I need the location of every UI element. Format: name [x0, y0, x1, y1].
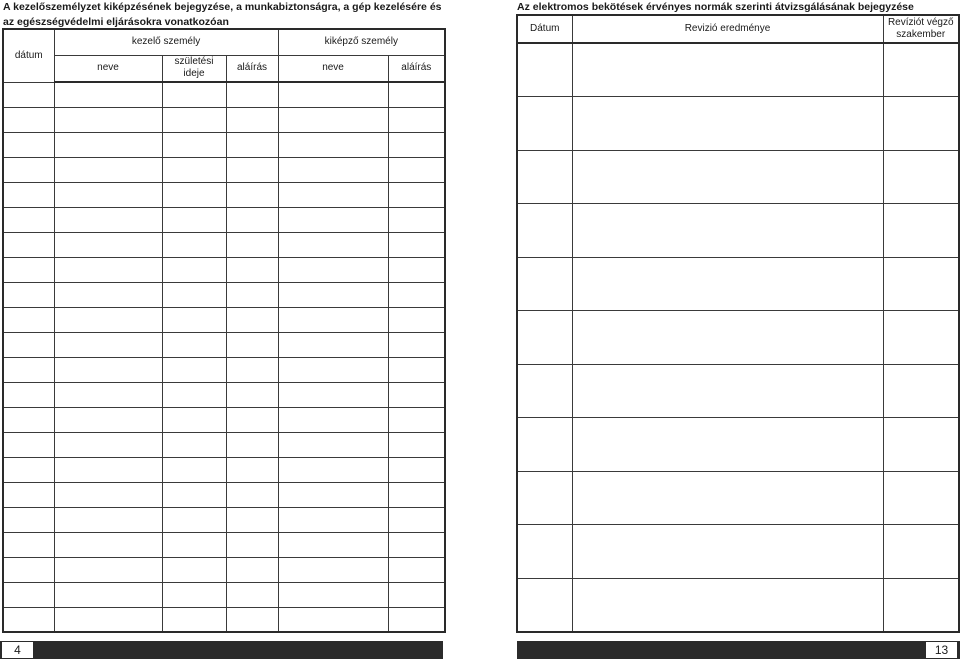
empty-entry-cell[interactable]	[278, 507, 388, 532]
training-log-row	[3, 232, 445, 257]
empty-entry-cell[interactable]	[226, 507, 278, 532]
empty-entry-cell[interactable]	[226, 82, 278, 107]
empty-entry-cell[interactable]	[226, 432, 278, 457]
empty-entry-cell[interactable]	[54, 107, 162, 132]
empty-entry-cell[interactable]	[278, 232, 388, 257]
empty-entry-cell[interactable]	[3, 107, 54, 132]
empty-entry-cell[interactable]	[162, 232, 226, 257]
empty-entry-cell[interactable]	[54, 82, 162, 107]
inspection-log-row	[517, 418, 959, 472]
empty-entry-cell[interactable]	[162, 382, 226, 407]
empty-entry-cell[interactable]	[517, 364, 572, 418]
empty-entry-cell[interactable]	[388, 332, 445, 357]
training-log-row	[3, 332, 445, 357]
empty-entry-cell[interactable]	[883, 43, 959, 97]
empty-entry-cell[interactable]	[278, 582, 388, 607]
empty-entry-cell[interactable]	[517, 43, 572, 97]
empty-entry-cell[interactable]	[278, 82, 388, 107]
empty-entry-cell[interactable]	[54, 157, 162, 182]
inspection-log-row	[517, 150, 959, 204]
training-log-row	[3, 157, 445, 182]
empty-entry-cell[interactable]	[162, 82, 226, 107]
trainer-name-header: neve	[278, 55, 388, 82]
empty-entry-cell[interactable]	[517, 311, 572, 365]
training-log-row	[3, 557, 445, 582]
empty-entry-cell[interactable]	[3, 232, 54, 257]
training-log-row	[3, 582, 445, 607]
operator-birth-header: születési ideje	[162, 55, 226, 82]
inspection-log-row	[517, 525, 959, 579]
empty-entry-cell[interactable]	[388, 557, 445, 582]
empty-entry-cell[interactable]	[883, 257, 959, 311]
empty-entry-cell[interactable]	[388, 207, 445, 232]
empty-entry-cell[interactable]	[278, 357, 388, 382]
empty-entry-cell[interactable]	[883, 97, 959, 151]
empty-entry-cell[interactable]	[572, 525, 883, 579]
empty-entry-cell[interactable]	[54, 332, 162, 357]
date-column-header: dátum	[3, 29, 54, 82]
empty-entry-cell[interactable]	[572, 150, 883, 204]
empty-entry-cell[interactable]	[278, 282, 388, 307]
empty-entry-cell[interactable]	[226, 332, 278, 357]
inspection-log-row	[517, 97, 959, 151]
empty-entry-cell[interactable]	[883, 525, 959, 579]
training-log-rows	[3, 82, 445, 632]
training-log-row	[3, 207, 445, 232]
empty-entry-cell[interactable]	[3, 282, 54, 307]
right-page-footer-bar	[517, 641, 960, 659]
empty-entry-cell[interactable]	[3, 207, 54, 232]
empty-entry-cell[interactable]	[162, 432, 226, 457]
empty-entry-cell[interactable]	[388, 132, 445, 157]
empty-entry-cell[interactable]	[226, 257, 278, 282]
right-page-title: Az elektromos bekötések érvényes normák szerinti átvizsgálásának bejegyzése	[517, 1, 914, 13]
empty-entry-cell[interactable]	[162, 607, 226, 632]
empty-entry-cell[interactable]	[3, 607, 54, 632]
empty-entry-cell[interactable]	[572, 97, 883, 151]
empty-entry-cell[interactable]	[54, 382, 162, 407]
empty-entry-cell[interactable]	[226, 482, 278, 507]
trainer-group-header: kiképző személy	[278, 29, 445, 55]
empty-entry-cell[interactable]	[162, 207, 226, 232]
empty-entry-cell[interactable]	[278, 307, 388, 332]
empty-entry-cell[interactable]	[54, 432, 162, 457]
empty-entry-cell[interactable]	[226, 282, 278, 307]
empty-entry-cell[interactable]	[388, 407, 445, 432]
empty-entry-cell[interactable]	[226, 182, 278, 207]
empty-entry-cell[interactable]	[883, 418, 959, 472]
empty-entry-cell[interactable]	[162, 582, 226, 607]
empty-entry-cell[interactable]	[388, 607, 445, 632]
empty-entry-cell[interactable]	[517, 525, 572, 579]
empty-entry-cell[interactable]	[226, 407, 278, 432]
training-log-row	[3, 107, 445, 132]
empty-entry-cell[interactable]	[54, 132, 162, 157]
empty-entry-cell[interactable]	[278, 432, 388, 457]
empty-entry-cell[interactable]	[388, 457, 445, 482]
empty-entry-cell[interactable]	[3, 532, 54, 557]
empty-entry-cell[interactable]	[3, 407, 54, 432]
empty-entry-cell[interactable]	[278, 332, 388, 357]
left-page-footer-bar	[0, 641, 443, 659]
inspection-log-row	[517, 364, 959, 418]
empty-entry-cell[interactable]	[226, 457, 278, 482]
empty-entry-cell[interactable]	[388, 482, 445, 507]
right-page-number: 13	[925, 641, 958, 659]
empty-entry-cell[interactable]	[388, 232, 445, 257]
empty-entry-cell[interactable]	[54, 182, 162, 207]
empty-entry-cell[interactable]	[54, 257, 162, 282]
empty-entry-cell[interactable]	[883, 204, 959, 258]
empty-entry-cell[interactable]	[226, 307, 278, 332]
empty-entry-cell[interactable]	[162, 157, 226, 182]
inspection-date-header: Dátum	[517, 15, 572, 43]
empty-entry-cell[interactable]	[388, 432, 445, 457]
empty-entry-cell[interactable]	[388, 582, 445, 607]
empty-entry-cell[interactable]	[278, 157, 388, 182]
empty-entry-cell[interactable]	[572, 364, 883, 418]
empty-entry-cell[interactable]	[572, 43, 883, 97]
inspection-result-header: Revizió eredménye	[572, 15, 883, 43]
empty-entry-cell[interactable]	[226, 132, 278, 157]
training-log-row	[3, 182, 445, 207]
empty-entry-cell[interactable]	[572, 311, 883, 365]
empty-entry-cell[interactable]	[517, 578, 572, 632]
empty-entry-cell[interactable]	[162, 357, 226, 382]
empty-entry-cell[interactable]	[572, 204, 883, 258]
empty-entry-cell[interactable]	[388, 357, 445, 382]
left-page-title: A kezelőszemélyzet kiképzésének bejegyzése, a munkabiztonságra, a gép kezelésére és az egészségvédelmi eljárásokra vonatkozóan	[3, 1, 442, 28]
empty-entry-cell[interactable]	[278, 132, 388, 157]
empty-entry-cell[interactable]	[226, 357, 278, 382]
empty-entry-cell[interactable]	[3, 307, 54, 332]
training-log-row	[3, 407, 445, 432]
empty-entry-cell[interactable]	[3, 257, 54, 282]
empty-entry-cell[interactable]	[54, 582, 162, 607]
empty-entry-cell[interactable]	[883, 578, 959, 632]
empty-entry-cell[interactable]	[162, 257, 226, 282]
training-log-row	[3, 432, 445, 457]
empty-entry-cell[interactable]	[388, 182, 445, 207]
training-log-row	[3, 357, 445, 382]
empty-entry-cell[interactable]	[162, 407, 226, 432]
empty-entry-cell[interactable]	[278, 557, 388, 582]
empty-entry-cell[interactable]	[388, 307, 445, 332]
empty-entry-cell[interactable]	[3, 332, 54, 357]
empty-entry-cell[interactable]	[162, 532, 226, 557]
inspection-log-row	[517, 578, 959, 632]
inspection-log-table	[516, 14, 960, 633]
empty-entry-cell[interactable]	[388, 282, 445, 307]
empty-entry-cell[interactable]	[572, 471, 883, 525]
training-log-row	[3, 257, 445, 282]
empty-entry-cell[interactable]	[388, 107, 445, 132]
trainer-signature-header: aláírás	[388, 55, 445, 82]
training-log-table	[2, 28, 446, 633]
empty-entry-cell[interactable]	[54, 232, 162, 257]
left-page-number: 4	[1, 641, 34, 659]
training-log-row	[3, 532, 445, 557]
inspection-log-row	[517, 43, 959, 97]
empty-entry-cell[interactable]	[226, 607, 278, 632]
empty-entry-cell[interactable]	[226, 107, 278, 132]
empty-entry-cell[interactable]	[54, 307, 162, 332]
empty-entry-cell[interactable]	[54, 532, 162, 557]
empty-entry-cell[interactable]	[3, 132, 54, 157]
empty-entry-cell[interactable]	[883, 150, 959, 204]
empty-entry-cell[interactable]	[572, 418, 883, 472]
empty-entry-cell[interactable]	[3, 557, 54, 582]
training-log-row	[3, 82, 445, 107]
inspection-log-row	[517, 311, 959, 365]
training-log-row	[3, 457, 445, 482]
empty-entry-cell[interactable]	[278, 382, 388, 407]
inspection-log-row	[517, 257, 959, 311]
empty-entry-cell[interactable]	[517, 97, 572, 151]
empty-entry-cell[interactable]	[162, 282, 226, 307]
empty-entry-cell[interactable]	[278, 407, 388, 432]
empty-entry-cell[interactable]	[278, 107, 388, 132]
empty-entry-cell[interactable]	[278, 607, 388, 632]
operator-group-header: kezelő személy	[54, 29, 278, 55]
empty-entry-cell[interactable]	[572, 257, 883, 311]
empty-entry-cell[interactable]	[3, 382, 54, 407]
empty-entry-cell[interactable]	[3, 432, 54, 457]
inspection-log-row	[517, 471, 959, 525]
empty-entry-cell[interactable]	[162, 107, 226, 132]
empty-entry-cell[interactable]	[162, 507, 226, 532]
empty-entry-cell[interactable]	[517, 257, 572, 311]
training-log-row	[3, 507, 445, 532]
empty-entry-cell[interactable]	[54, 357, 162, 382]
empty-entry-cell[interactable]	[883, 311, 959, 365]
empty-entry-cell[interactable]	[54, 557, 162, 582]
empty-entry-cell[interactable]	[388, 507, 445, 532]
empty-entry-cell[interactable]	[572, 578, 883, 632]
empty-entry-cell[interactable]	[226, 382, 278, 407]
training-log-row	[3, 607, 445, 632]
empty-entry-cell[interactable]	[278, 457, 388, 482]
empty-entry-cell[interactable]	[54, 457, 162, 482]
empty-entry-cell[interactable]	[388, 157, 445, 182]
empty-entry-cell[interactable]	[3, 182, 54, 207]
empty-entry-cell[interactable]	[162, 307, 226, 332]
empty-entry-cell[interactable]	[162, 182, 226, 207]
empty-entry-cell[interactable]	[162, 332, 226, 357]
empty-entry-cell[interactable]	[278, 257, 388, 282]
empty-entry-cell[interactable]	[54, 482, 162, 507]
training-log-row	[3, 482, 445, 507]
empty-entry-cell[interactable]	[226, 232, 278, 257]
empty-entry-cell[interactable]	[54, 407, 162, 432]
empty-entry-cell[interactable]	[3, 582, 54, 607]
training-log-row	[3, 382, 445, 407]
empty-entry-cell[interactable]	[883, 364, 959, 418]
empty-entry-cell[interactable]	[3, 507, 54, 532]
empty-entry-cell[interactable]	[517, 471, 572, 525]
empty-entry-cell[interactable]	[226, 582, 278, 607]
inspector-header: Revíziót végző szakember	[883, 15, 959, 43]
empty-entry-cell[interactable]	[3, 157, 54, 182]
empty-entry-cell[interactable]	[278, 532, 388, 557]
training-log-row	[3, 132, 445, 157]
empty-entry-cell[interactable]	[517, 204, 572, 258]
operator-name-header: neve	[54, 55, 162, 82]
empty-entry-cell[interactable]	[226, 207, 278, 232]
empty-entry-cell[interactable]	[226, 532, 278, 557]
empty-entry-cell[interactable]	[388, 257, 445, 282]
empty-entry-cell[interactable]	[162, 557, 226, 582]
empty-entry-cell[interactable]	[226, 157, 278, 182]
empty-entry-cell[interactable]	[3, 457, 54, 482]
empty-entry-cell[interactable]	[54, 282, 162, 307]
empty-entry-cell[interactable]	[162, 132, 226, 157]
training-log-row	[3, 307, 445, 332]
empty-entry-cell[interactable]	[278, 182, 388, 207]
empty-entry-cell[interactable]	[3, 357, 54, 382]
empty-entry-cell[interactable]	[162, 482, 226, 507]
empty-entry-cell[interactable]	[162, 457, 226, 482]
empty-entry-cell[interactable]	[278, 207, 388, 232]
training-log-row	[3, 282, 445, 307]
empty-entry-cell[interactable]	[517, 150, 572, 204]
empty-entry-cell[interactable]	[54, 207, 162, 232]
empty-entry-cell[interactable]	[54, 507, 162, 532]
empty-entry-cell[interactable]	[517, 418, 572, 472]
empty-entry-cell[interactable]	[883, 471, 959, 525]
empty-entry-cell[interactable]	[54, 607, 162, 632]
inspection-log-row	[517, 204, 959, 258]
empty-entry-cell[interactable]	[388, 382, 445, 407]
empty-entry-cell[interactable]	[3, 482, 54, 507]
empty-entry-cell[interactable]	[388, 532, 445, 557]
inspection-log-rows	[517, 43, 959, 632]
operator-signature-header: aláírás	[226, 55, 278, 82]
empty-entry-cell[interactable]	[278, 482, 388, 507]
empty-entry-cell[interactable]	[388, 82, 445, 107]
empty-entry-cell[interactable]	[226, 557, 278, 582]
empty-entry-cell[interactable]	[3, 82, 54, 107]
